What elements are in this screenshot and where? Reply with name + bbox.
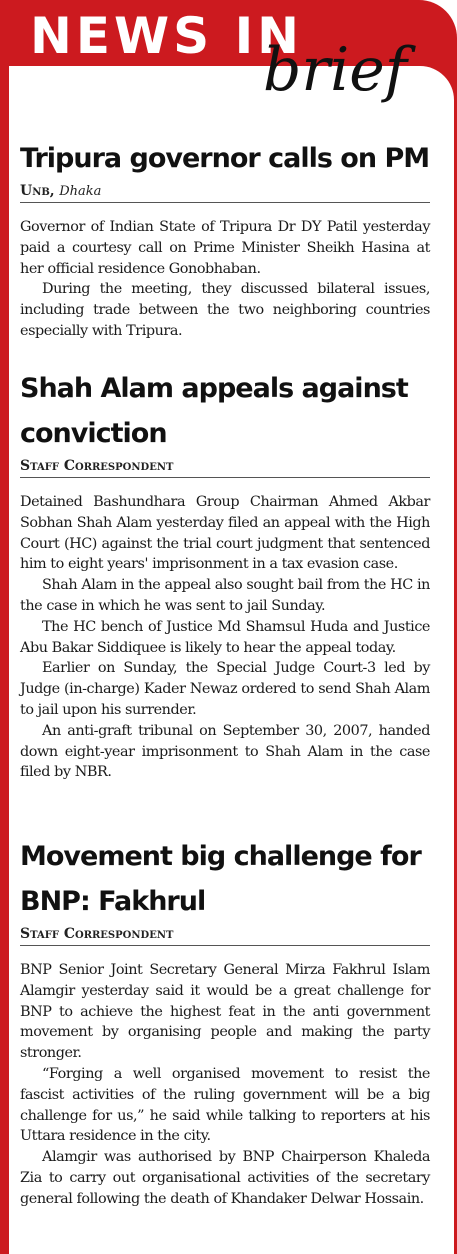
article-body <box>20 217 430 342</box>
article-byline <box>20 926 430 946</box>
masthead-script-title: brief <box>263 35 407 105</box>
masthead-title: NEWS IN <box>30 7 304 65</box>
article-paragraph: During the meeting, they discussed bilateral issues, including trade between the two neighboring countries especially with Tripura. <box>20 281 430 339</box>
article-headline: Tripura governor calls on PM <box>20 143 430 174</box>
article-bnp-fakhrul <box>20 834 430 1210</box>
article-tripura-governor <box>20 136 430 342</box>
article-paragraph: Alamgir was authorised by BNP Chairperson Khaleda Zia to carry out organisational activities of the secretary general following the death of Khandaker Delwar Hossain. <box>20 1149 430 1207</box>
article-body <box>20 960 430 1210</box>
article-paragraph: Shah Alam in the appeal also sought bail from the HC in the case in which he was sent to jail Sunday. <box>20 577 430 614</box>
article-headline: Shah Alam appeals against conviction <box>20 373 408 449</box>
byline-agency: Staff Correspondent <box>20 458 174 474</box>
article-shah-alam <box>20 366 430 783</box>
article-paragraph: An anti-graft tribunal on September 30, 2007, handed down eight-year imprisonment to Shah Alam in the case filed by NBR. <box>20 722 430 781</box>
article-body <box>20 492 430 783</box>
article-paragraph: Detained Bashundhara Group Chairman Ahmed Akbar Sobhan Shah Alam yesterday filed an appeal with the High Court (HC) against the trial court judgment that sentenced him to eight years' imprisonment in a tax evasion case. <box>20 494 430 573</box>
article-paragraph: Governor of Indian State of Tripura Dr DY Patil yesterday paid a courtesy call on Prime Minister Sheikh Hasina at her official residence Gonobhaban. <box>20 219 430 277</box>
article-byline <box>20 458 430 478</box>
byline-place: Dhaka <box>59 184 102 199</box>
article-paragraph: BNP Senior Joint Secretary General Mirza Fakhrul Islam Alamgir yesterday said it would be a great challenge for BNP to achieve the highest feat in the anti government movement by organising people and making the party stronger. <box>20 962 430 1062</box>
article-paragraph: Earlier on Sunday, the Special Judge Court-3 led by Judge (in-charge) Kader Newaz ordered to send Shah Alam to jail upon his surrender. <box>20 660 430 718</box>
byline-agency: Staff Correspondent <box>20 926 174 942</box>
article-headline: Movement big challenge for BNP: Fakhrul <box>20 841 421 917</box>
byline-agency: Unb, <box>20 183 55 199</box>
article-paragraph: The HC bench of Justice Md Shamsul Huda and Justice Abu Bakar Siddiquee is likely to hear the appeal today. <box>20 618 430 656</box>
article-byline <box>20 183 430 203</box>
article-paragraph: “Forging a well organised movement to resist the fascist activities of the ruling government will be a big challenge for us,” he said while talking to reporters at his Uttara residence in the city. <box>20 1065 430 1145</box>
